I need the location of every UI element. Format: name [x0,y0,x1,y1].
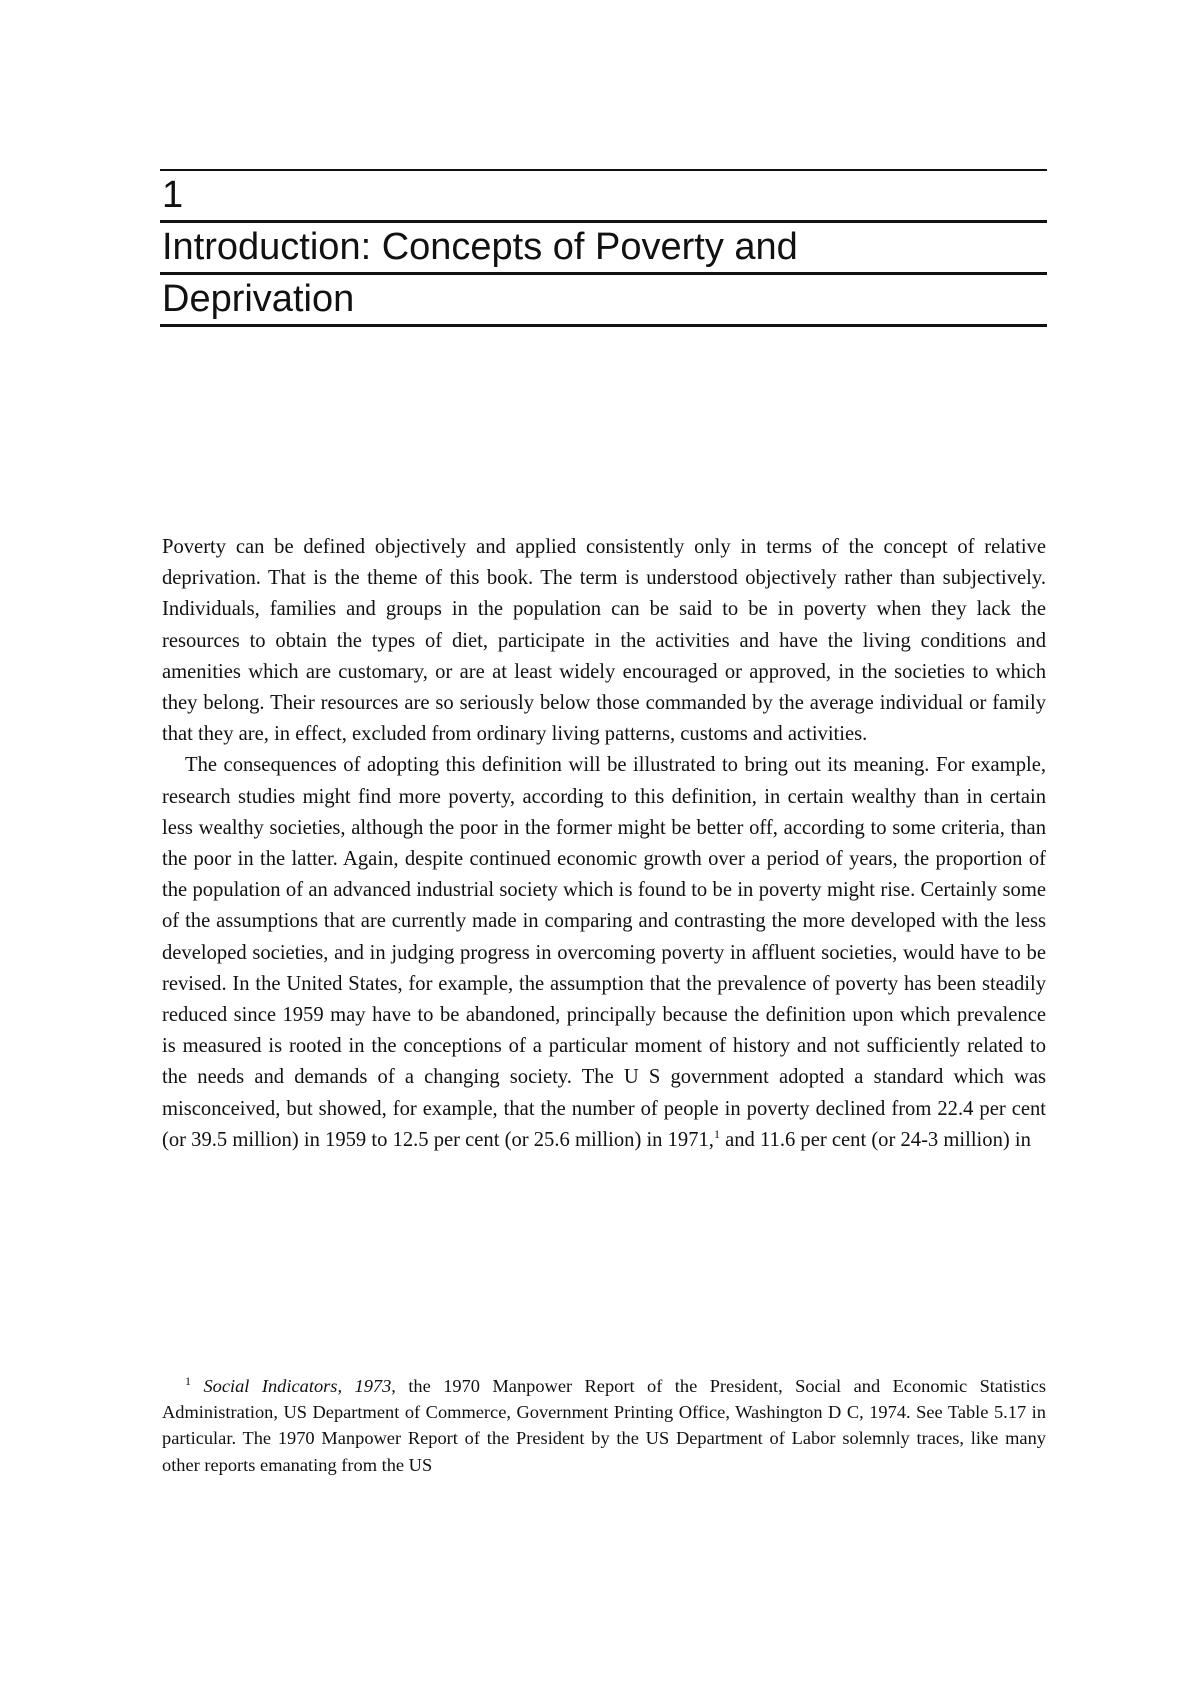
paragraph-1: Poverty can be defined objectively and applied consistently only in terms of the concept of relative deprivation. That is the theme of this book. The term is understood objectively rather than subjectively. Individuals, families and groups in the population can be said to be in poverty when they lack the resources to obtain the types of diet, participate in the activities and have the living conditions and amenities which are customary, or are at least widely encouraged or approved, in the societies to which they belong. Their resources are so seriously below those commanded by the average individual or family that they are, in effect, excluded from ordinary living patterns, customs and activities. [162,536,1046,746]
footnote [162,1373,1046,1478]
chapter-number: 1 [162,174,184,216]
heading-rule-bottom [160,324,1047,327]
paragraph-2-part-a: The consequences of adopting this definition will be illustrated to bring out its meaning. For example, research studies might find more poverty, according to this definition, in certain wealthy than in certain less wealthy societies, although the poor in the former might be better off, according to some criteria, than the poor in the latter. Again, despite continued economic growth over a period of years, the proportion of the population of an advanced industrial society which is found to be in poverty might rise. Certainly some of the assumptions that are currently made in comparing and contrasting the more developed with the less developed societies, and in judging progress in overcoming poverty in affluent societies, would have to be revised. In the United States, for example, the assumption that the prevalence of poverty has been steadily reduced since 1959 may have to be abandoned, principally because the definition upon which prevalence is measured is rooted in the conceptions of a particular moment of history and not sufficiently related to the needs and demands of a changing society. The U S government adopted a standard which was misconceived, but showed, for example, that the number of people in poverty declined from 22.4 per cent (or 39.5 million) in 1959 to 12.5 per cent (or 25.6 million) in 1971, [162,754,1046,1151]
paragraph-2 [162,750,1046,1156]
body-text [162,532,1046,1156]
chapter-heading [160,169,1047,327]
chapter-title-line-1: Introduction: Concepts of Poverty and [162,226,798,268]
chapter-title-line-2: Deprivation [162,278,355,320]
footnote-marker: 1 [185,1373,191,1388]
footnote-italic-title: Social Indicators, 1973, [203,1376,396,1396]
footnote-reference[interactable]: 1 [713,1127,720,1141]
paragraph-2-part-b: and 11.6 per cent (or 24-3 million) in [719,1128,1031,1151]
footnote-1 [162,1373,1046,1478]
footnote-text: the 1970 Manpower Report of the President, Social and Economic Statistics Administration, US Department of Commerce, Government Printing Office, Washington D C, 1974. See Table 5.17 in particular. The 1970 Manpower Report of the President by the US Department of Labor solemnly traces, like many other reports emanating from the US [162,1376,1046,1475]
